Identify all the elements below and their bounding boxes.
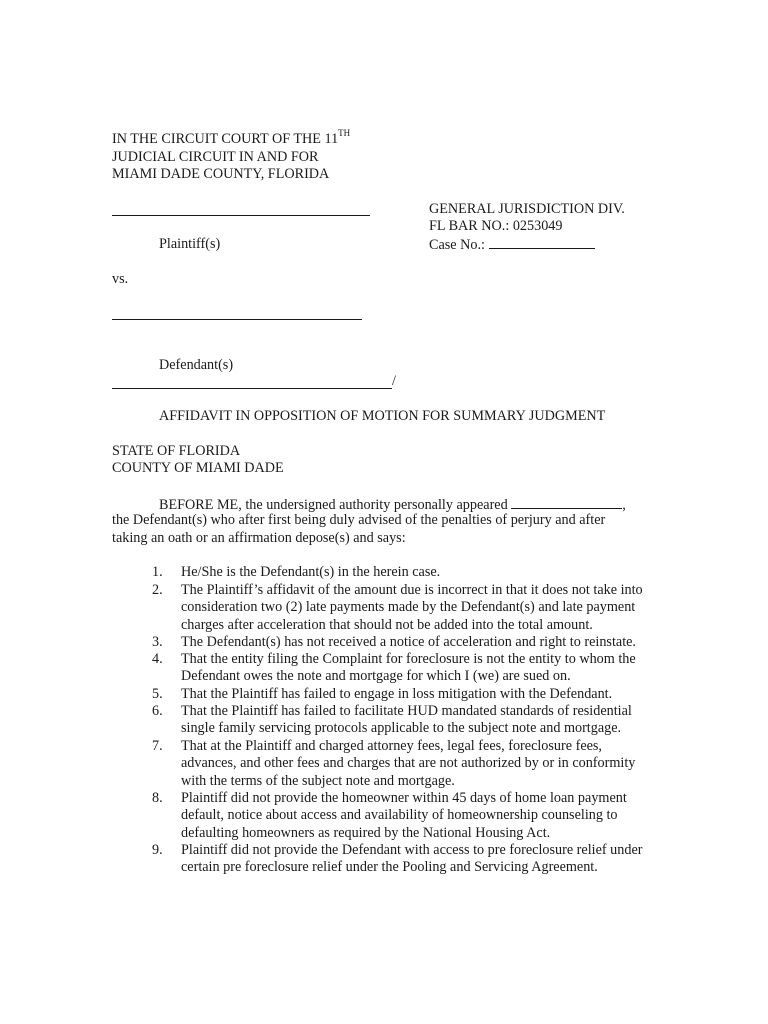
list-item-line: That the entity filing the Complaint for foreclosure is not the entity to whom the [181, 651, 636, 667]
document-title: AFFIDAVIT IN OPPOSITION OF MOTION FOR SUMMARY JUDGMENT [159, 408, 606, 424]
court-name-line-3: MIAMI DADE COUNTY, FLORIDA [112, 166, 330, 182]
intro-comma: , [622, 497, 626, 513]
list-item-number: 9. [152, 842, 163, 858]
list-item-line: with the terms of the subject note and mortgage. [181, 772, 455, 789]
list-item-number: 6. [152, 703, 163, 719]
intro-line-3: taking an oath or an affirmation depose(s) and says: [112, 530, 406, 546]
defendant-name-blank [112, 319, 362, 320]
division-label: GENERAL JURISDICTION DIV. [429, 201, 625, 217]
plaintiff-label: Plaintiff(s) [159, 236, 221, 252]
list-item-line: Plaintiff did not provide the Defendant with access to pre foreclosure relief under [181, 842, 643, 858]
list-item-line: certain pre foreclosure relief under the Pooling and Servicing Agreement. [181, 859, 598, 876]
list-item-number: 4. [152, 651, 163, 667]
list-item-number: 7. [152, 738, 163, 754]
list-item-line: defaulting homeowners as required by the National Housing Act. [181, 824, 551, 841]
list-item-number: 2. [152, 582, 163, 598]
list-item-line: charges after acceleration that should not be added into the total amount. [181, 616, 593, 633]
versus-label: vs. [112, 271, 129, 287]
caption-slash: / [392, 373, 396, 389]
list-item-line: That the Plaintiff has failed to facilitate HUD mandated standards of residential [181, 703, 632, 719]
case-number-blank [489, 235, 595, 249]
ordinal-superscript: TH [338, 128, 351, 138]
list-item-line: single family servicing protocols applicable to the subject note and mortgage. [181, 720, 622, 737]
venue-state: STATE OF FLORIDA [112, 443, 241, 459]
list-item-line: Plaintiff did not provide the homeowner within 45 days of home loan payment [181, 790, 627, 806]
caption-closing-line [112, 388, 392, 389]
venue-county: COUNTY OF MIAMI DADE [112, 460, 284, 476]
list-item-line: That at the Plaintiff and charged attorney fees, legal fees, foreclosure fees, [181, 738, 602, 754]
list-item-number: 3. [152, 634, 163, 650]
list-item-line: advances, and other fees and charges that are not authorized by or in conformity [181, 755, 636, 772]
defendant-label: Defendant(s) [159, 357, 234, 373]
affiant-name-blank [511, 495, 622, 509]
list-item-line: That the Plaintiff has failed to engage in loss mitigation with the Defendant. [181, 686, 613, 702]
case-number-field [429, 235, 595, 254]
list-item-line: consideration two (2) late payments made by the Defendant(s) and late payment [181, 599, 636, 616]
fl-bar-number: FL BAR NO.: 0253049 [429, 218, 563, 234]
plaintiff-name-blank [112, 215, 370, 216]
list-item-number: 8. [152, 790, 163, 806]
list-item-line: He/She is the Defendant(s) in the herein case. [181, 564, 441, 580]
list-item-line: Defendant owes the note and mortgage for which I (we) are sued on. [181, 668, 571, 685]
intro-line-2: the Defendant(s) who after first being duly advised of the penalties of perjury and after [112, 512, 606, 528]
list-item-line: The Defendant(s) has not received a notice of acceleration and right to reinstate. [181, 634, 636, 650]
case-number-label: Case No.: [429, 237, 485, 253]
list-item-line: default, notice about access and availability of homeownership counseling to [181, 807, 618, 824]
court-name-line-2: JUDICIAL CIRCUIT IN AND FOR [112, 149, 319, 165]
list-item-line: The Plaintiff’s affidavit of the amount due is incorrect in that it does not take into [181, 582, 643, 598]
intro-text: BEFORE ME, the undersigned authority personally appeared [159, 497, 508, 513]
court-name-line-1: IN THE CIRCUIT COURT OF THE 11TH [112, 128, 351, 147]
list-item-number: 5. [152, 686, 163, 702]
list-item-number: 1. [152, 564, 163, 580]
